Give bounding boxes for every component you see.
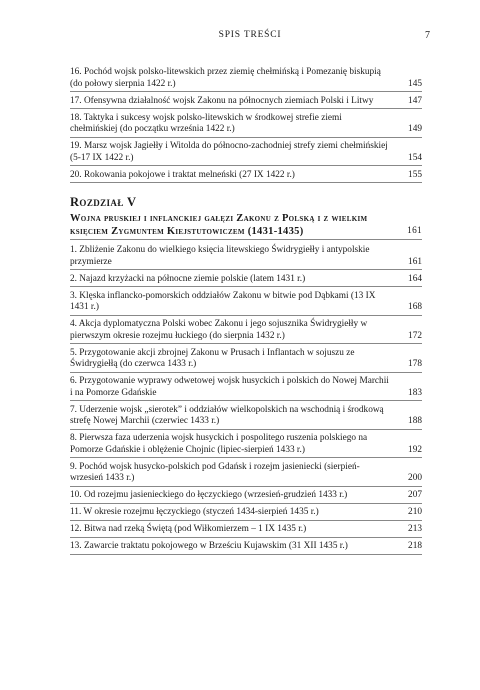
toc-entry[interactable] [70, 524, 422, 538]
toc-entry[interactable] [70, 348, 422, 373]
toc-entry-page: 188 [408, 416, 422, 426]
toc-entry-title: 9. Pochód wojsk husycko-polskich pod Gdańsk i rozejm jasieniecki (sierpień-wrzesień 1433 r.) [70, 461, 360, 483]
toc-entry[interactable] [70, 541, 422, 555]
toc-entry-page: 147 [408, 95, 422, 106]
toc-entry-title: 1. Zbliżenie Zakonu do wielkiego księcia litewskiego Świdrygiełły i antypolskie przymierze [70, 245, 370, 267]
toc-entry-title: 20. Rokowania pokojowe i traktat melneński (27 IX 1422 r.) [70, 169, 295, 180]
toc-entry[interactable] [70, 113, 422, 138]
toc-entry-page: 210 [408, 507, 422, 517]
toc-entry-page: 178 [408, 359, 422, 369]
toc-entry-title: 3. Klęska inflancko-pomorskich oddziałów Zakonu w bitwie pod Dąbkami (13 IX 1431 r.) [70, 290, 376, 312]
toc-entry[interactable] [70, 245, 422, 270]
toc-entry-title: 4. Akcja dyplomatyczna Polski wobec Zakonu i jego sojusznika Świdrygiełły w pierwszym okresie rozejmu łuckiego (do sierpnia 1432 r.) [70, 319, 368, 341]
toc-entry-title: 6. Przygotowanie wyprawy odwetowej wojsk husyckich i polskich do Nowej Marchii i na Pomorze Gdańskie [70, 376, 389, 398]
toc-entry-page: 172 [408, 330, 422, 341]
toc-entry[interactable] [70, 141, 422, 166]
toc-entry[interactable] [70, 274, 422, 288]
toc-entry-page: 155 [408, 169, 422, 180]
toc-entry-title: 11. W okresie rozejmu łęczyckiego (styczeń 1434-sierpień 1435 r.) [70, 507, 319, 517]
toc-entry-page: 154 [408, 152, 422, 163]
toc-entry-page: 149 [408, 124, 422, 134]
toc-entry-title: 2. Najazd krzyżacki na północne ziemie polskie (latem 1431 r.) [70, 273, 306, 284]
toc-entry-page: 207 [408, 490, 422, 500]
toc-entry-page: 164 [408, 273, 422, 284]
toc-entry-page: 145 [408, 78, 422, 89]
toc-entry-title: 12. Bitwa nad rzeką Świętą (pod Wiłkomierzem – 1 IX 1435 r.) [70, 524, 307, 534]
toc-entry[interactable] [70, 96, 422, 110]
chapter-title-entry[interactable] [70, 212, 422, 240]
table-of-contents [70, 67, 422, 558]
toc-entry[interactable] [70, 291, 422, 316]
toc-entry-title: 17. Ofensywna działalność wojsk Zakonu na północnych ziemiach Polski i Litwy [70, 95, 374, 106]
toc-entry-title: 7. Uderzenie wojsk „sierotek” i oddziałów wielkopolskich na wschodnią i środkową strefę Nowej Marchii (czerwiec 1433 r.) [70, 404, 384, 426]
chapter-title: Wojna pruskiej i inflanckiej gałęzi Zakonu z Polską i z wielkim księciem Zygmuntem Kiejstutowiczem (1431-1435) [70, 213, 368, 237]
page-number: 7 [425, 30, 430, 41]
toc-entry-page: 168 [408, 302, 422, 312]
toc-entry[interactable] [70, 490, 422, 504]
toc-section-top [70, 67, 422, 183]
toc-entry-page: 218 [408, 541, 422, 551]
toc-entry-page: 183 [408, 387, 422, 398]
toc-entry-title: 8. Pierwsza faza uderzenia wojsk husyckich i pospolitego ruszenia polskiego na Pomorze Gdańskie i oblężenie Chojnic (lipiec-sierpień 1433 r.) [70, 433, 368, 455]
toc-entry[interactable] [70, 376, 422, 401]
toc-entry-title: 19. Marsz wojsk Jagiełły i Witolda do północno-zachodniej strefy ziemi chełmińskiej (5-17 IX 1422 r.) [70, 141, 388, 163]
toc-entry-title: 10. Od rozejmu jasienieckiego do łęczyckiego (wrzesień-grudzień 1433 r.) [70, 490, 348, 500]
chapter-page: 161 [407, 226, 422, 236]
toc-entry[interactable] [70, 405, 422, 430]
running-title: SPIS TREŚCI [218, 30, 282, 40]
chapter-label: Rozdział V [70, 195, 137, 209]
toc-entry[interactable] [70, 462, 422, 487]
toc-entry[interactable] [70, 170, 422, 184]
toc-entry-page: 161 [408, 256, 422, 267]
toc-entry[interactable] [70, 67, 422, 92]
toc-entry-page: 200 [408, 473, 422, 483]
toc-entry-title: 13. Zawarcie traktatu pokojowego w Brześciu Kujawskim (31 XII 1435 r.) [70, 541, 348, 551]
toc-entry[interactable] [70, 507, 422, 521]
toc-entry[interactable] [70, 319, 422, 344]
toc-section-chapter [70, 245, 422, 555]
toc-entry-page: 192 [408, 444, 422, 455]
toc-entry[interactable] [70, 433, 422, 458]
toc-entry-page: 213 [408, 524, 422, 534]
toc-entry-title: 18. Taktyka i sukcesy wojsk polsko-litewskich w środkowej strefie ziemi chełmińskiej (do początku września 1422 r.) [70, 112, 342, 134]
page-header [70, 30, 430, 46]
toc-entry-title: 5. Przygotowanie akcji zbrojnej Zakonu w Prusach i Inflantach w sojuszu ze Świdrygiełłą (do czerwca 1433 r.) [70, 347, 355, 369]
toc-entry-title: 16. Pochód wojsk polsko-litewskich przez ziemię chełmińską i Pomezanię biskupią (do połowy sierpnia 1422 r.) [70, 67, 381, 89]
